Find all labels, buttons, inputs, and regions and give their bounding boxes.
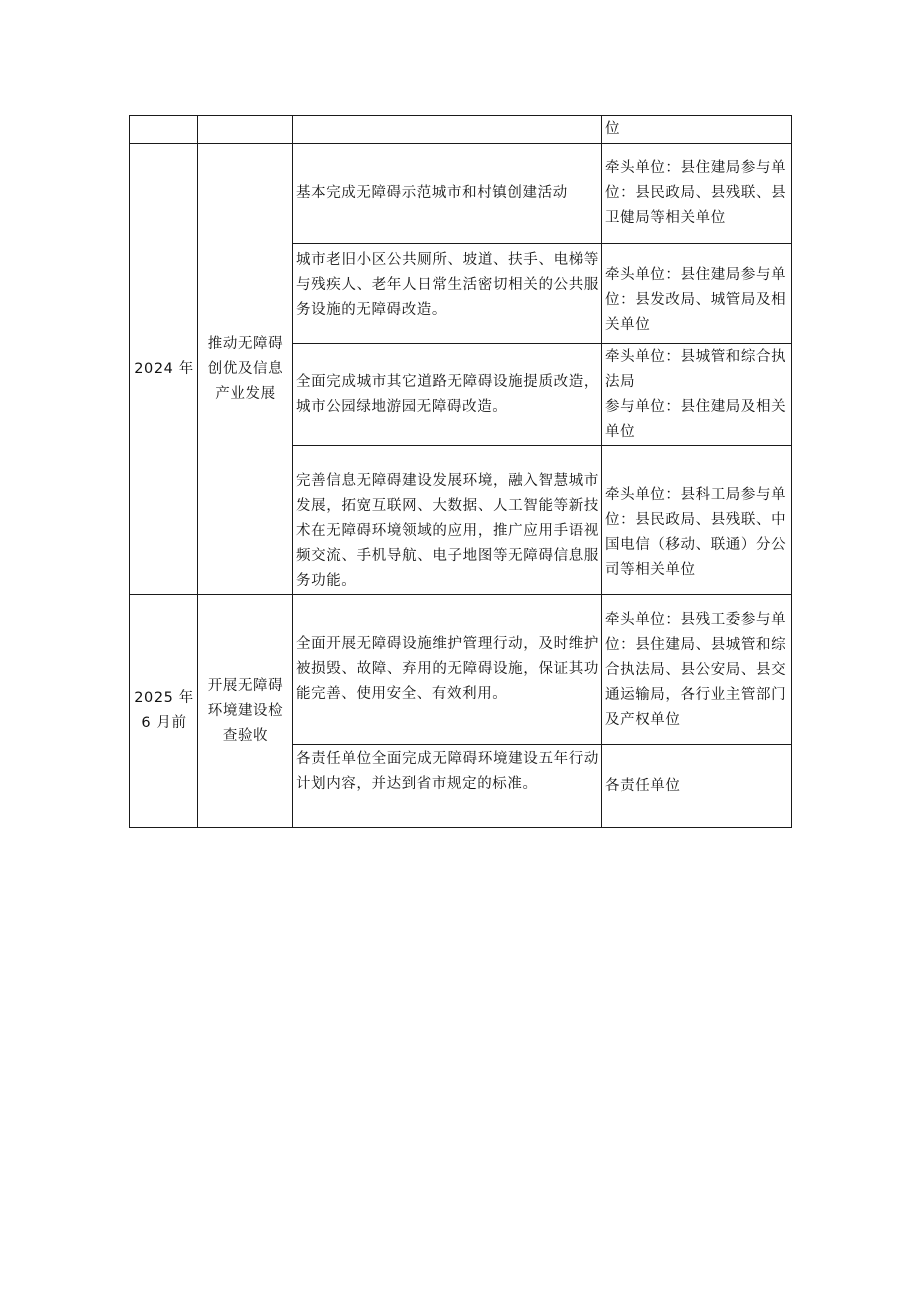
responsible-unit-cell: 牵头单位：县残工委参与单位：县住建局、县城管和综合执法局、县公安局、县交通运输局，各行业主管部门及产权单位 — [602, 595, 792, 745]
task-cell-2025: 开展无障碍环境建设检查验收 — [198, 595, 293, 828]
time-cell-2025: 2025 年 6 月前 — [130, 595, 198, 828]
time-cell-2024: 2024 年 — [130, 144, 198, 595]
continuation-row — [130, 116, 792, 144]
responsible-unit-cell: 牵头单位：县住建局参与单位：县发改局、城管局及相关单位 — [602, 244, 792, 344]
table-row — [130, 144, 792, 244]
task-cell-2024: 推动无障碍创优及信息产业发展 — [198, 144, 293, 595]
content-cell: 全面开展无障碍设施维护管理行动，及时维护被损毁、故障、弃用的无障碍设施，保证其功能完善、使用安全、有效利用。 — [293, 595, 602, 745]
responsible-unit-cell: 各责任单位 — [602, 745, 792, 828]
content-cell: 城市老旧小区公共厕所、坡道、扶手、电梯等与残疾人、老年人日常生活密切相关的公共服务设施的无障碍改造。 — [293, 244, 602, 344]
action-plan-table — [129, 115, 792, 828]
table-row — [130, 595, 792, 745]
empty-content-cell — [293, 116, 602, 144]
unit-continuation-cell: 位 — [602, 116, 792, 144]
responsible-unit-cell: 牵头单位：县城管和综合执法局 参与单位：县住建局及相关单位 — [602, 344, 792, 446]
responsible-unit-cell: 牵头单位：县科工局参与单位：县民政局、县残联、中国电信（移动、联通）分公司等相关单位 — [602, 446, 792, 595]
content-cell: 各责任单位全面完成无障碍环境建设五年行动计划内容，并达到省市规定的标准。 — [293, 745, 602, 828]
empty-time-cell — [130, 116, 198, 144]
empty-task-cell — [198, 116, 293, 144]
content-cell: 基本完成无障碍示范城市和村镇创建活动 — [293, 144, 602, 244]
responsible-unit-cell: 牵头单位：县住建局参与单位：县民政局、县残联、县卫健局等相关单位 — [602, 144, 792, 244]
content-cell: 全面完成城市其它道路无障碍设施提质改造，城市公园绿地游园无障碍改造。 — [293, 344, 602, 446]
content-cell: 完善信息无障碍建设发展环境，融入智慧城市发展，拓宽互联网、大数据、人工智能等新技术在无障碍环境领域的应用，推广应用手语视频交流、手机导航、电子地图等无障碍信息服务功能。 — [293, 446, 602, 595]
